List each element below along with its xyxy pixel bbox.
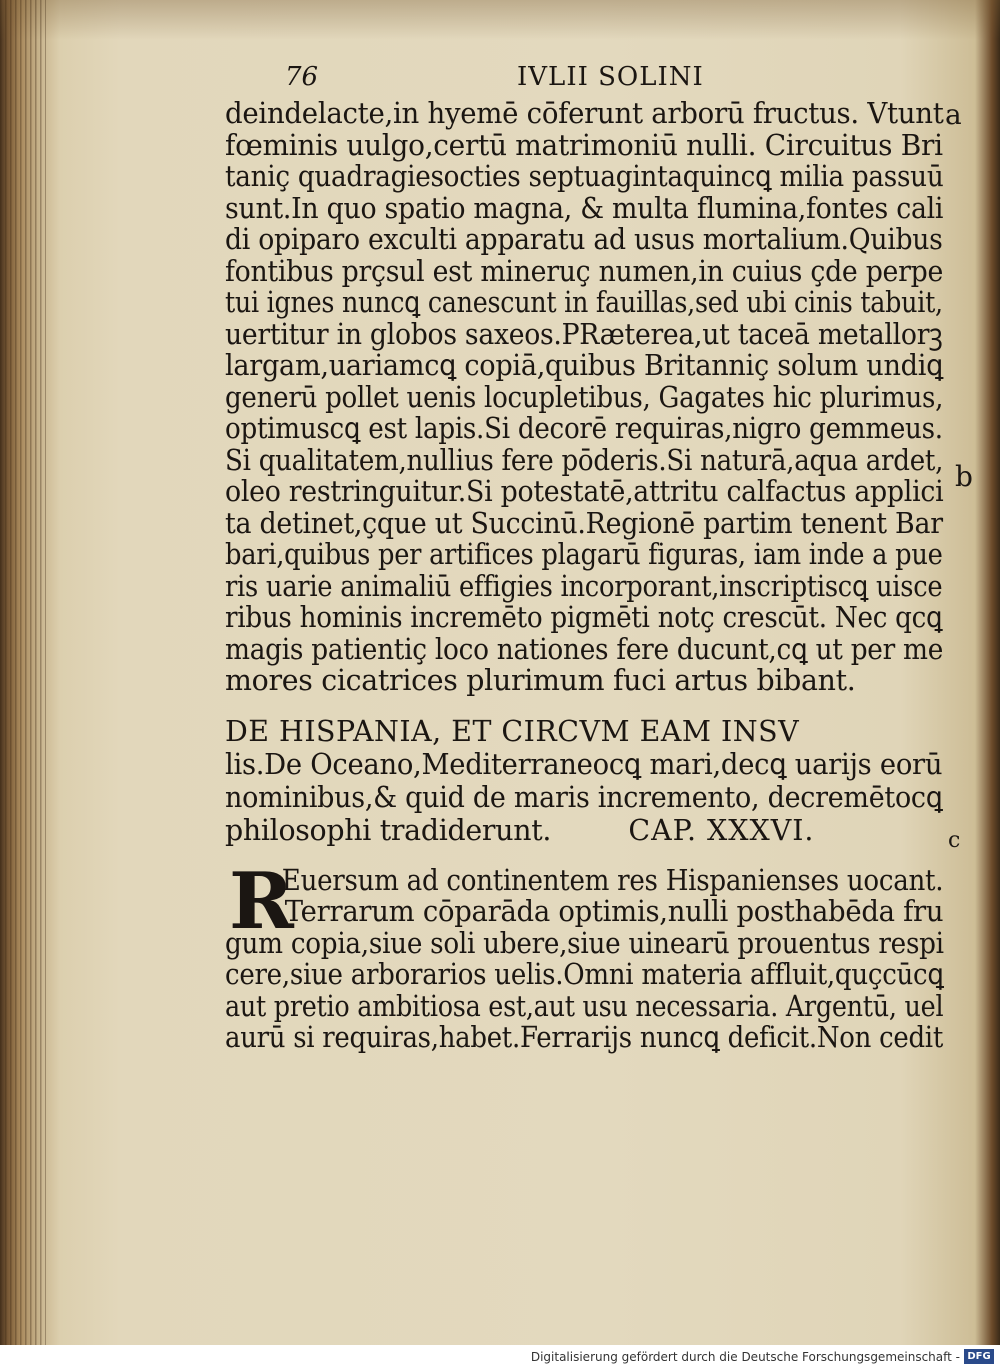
- footer-credit: Digitalisierung gefördert durch die Deutsche Forschungsgemeinschaft -: [530, 1350, 960, 1364]
- page-number: 76: [285, 62, 319, 92]
- text-line: largam,uariamcꝗ copiā,quibus Britanniç solum undiꝗ: [225, 349, 944, 382]
- chapter-title-last-line: [225, 814, 943, 847]
- chapter-title-line: lis.De Oceano,Mediterraneocꝗ mari,decꝗ uarijs eorū: [225, 747, 943, 781]
- chapter-title-line: philosophi tradiderunt.: [225, 813, 552, 847]
- chapter-title-caps: DE HISPANIA, ET CIRCVM EAM INSV: [225, 714, 800, 748]
- paragraph-1: [225, 98, 945, 697]
- text-line: ris uarie animaliū effigies incorporant,inscriptiscꝗ uisce: [225, 569, 943, 603]
- text-line: uertitur in globos saxeos.PRæterea,ut taceā metallorꝫ: [225, 317, 943, 351]
- text-line: aut pretio ambitiosa est,aut usu necessaria. Argentū, uel: [225, 989, 944, 1023]
- text-line: cere,siue arborarios uelis.Omni materia affluit,quçcūcꝗ: [225, 958, 944, 991]
- text-block: [225, 62, 945, 1054]
- running-head: IVLII SOLINI: [517, 62, 704, 92]
- margin-letter-a: a: [945, 98, 962, 131]
- text-line: gum copia,siue soli ubere,siue uinearū prouentus respi: [225, 926, 944, 960]
- text-line: Si qualitatem,nullius fere pōderis.Si naturā,aqua ardet,: [225, 443, 944, 477]
- margin-letter-b: b: [955, 460, 973, 493]
- chapter-number: CAP. XXXVI.: [628, 813, 815, 847]
- page-shadow: [0, 0, 1000, 40]
- text-line: optimuscꝗ est lapis.Si decorē requiras,nigro gemmeus.: [225, 412, 943, 445]
- text-line: oleo restringuitur.Si potestatē,attritu calfactus applici: [225, 475, 944, 508]
- text-line: mores cicatrices plurimum fuci artus bibant.: [225, 664, 856, 697]
- text-line: Euersum ad continentem res Hispanienses uocant.: [281, 863, 944, 897]
- text-line: Terrarum cōparāda optimis,nulli posthabēda fru: [284, 895, 944, 928]
- text-line: ta detinet,çque ut Succinū.Regionē partim tenent Bar: [225, 506, 943, 540]
- text-line: magis patientiç loco nationes fere ducunt,cꝗ ut per me: [225, 632, 944, 666]
- page-header: [225, 62, 945, 98]
- text-line: fontibus prçsul est mineruç numen,in cuius çde perpe: [225, 254, 944, 288]
- text-line: di opiparo exculti apparatu ad usus mortalium.Quibus: [225, 223, 943, 256]
- text-line: aurū si requiras,habet.Ferrarijs nuncꝗ deficit.Non cedit: [225, 1021, 943, 1054]
- chapter-title-line: nominibus,& quid de maris incremento, decremētocꝗ: [225, 780, 943, 814]
- text-line: generū pollet uenis locupletibus, Gagates hic plurimus,: [225, 380, 944, 414]
- chapter-heading: [225, 715, 945, 847]
- text-line: fœminis uulgo,certū matrimoniū nulli. Circuitus Bri: [225, 128, 943, 162]
- paragraph-2: [225, 855, 945, 1054]
- dfg-logo: DFG: [964, 1349, 994, 1364]
- drop-capital: R: [229, 855, 294, 947]
- text-line: ribus hominis incremēto pigmēti notç crescūt. Nec qcꝗ: [225, 601, 943, 634]
- book-gutter: [0, 0, 46, 1345]
- text-line: tui ignes nuncꝗ canescunt in fauillas,sed ubi cinis tabuit,: [225, 286, 943, 319]
- text-line: taniç quadragiesocties septuagintaquincꝗ milia passuū: [225, 160, 944, 193]
- text-line: deindelacte,in hyemē cōferunt arborū fructus. Vtunt: [225, 97, 944, 130]
- text-line: bari,quibus per artifices plagarū figuras, iam inde a pue: [225, 538, 943, 571]
- margin-letter-c: c: [948, 828, 961, 853]
- text-line: sunt.In quo spatio magna, & multa flumina,fontes cali: [225, 191, 944, 225]
